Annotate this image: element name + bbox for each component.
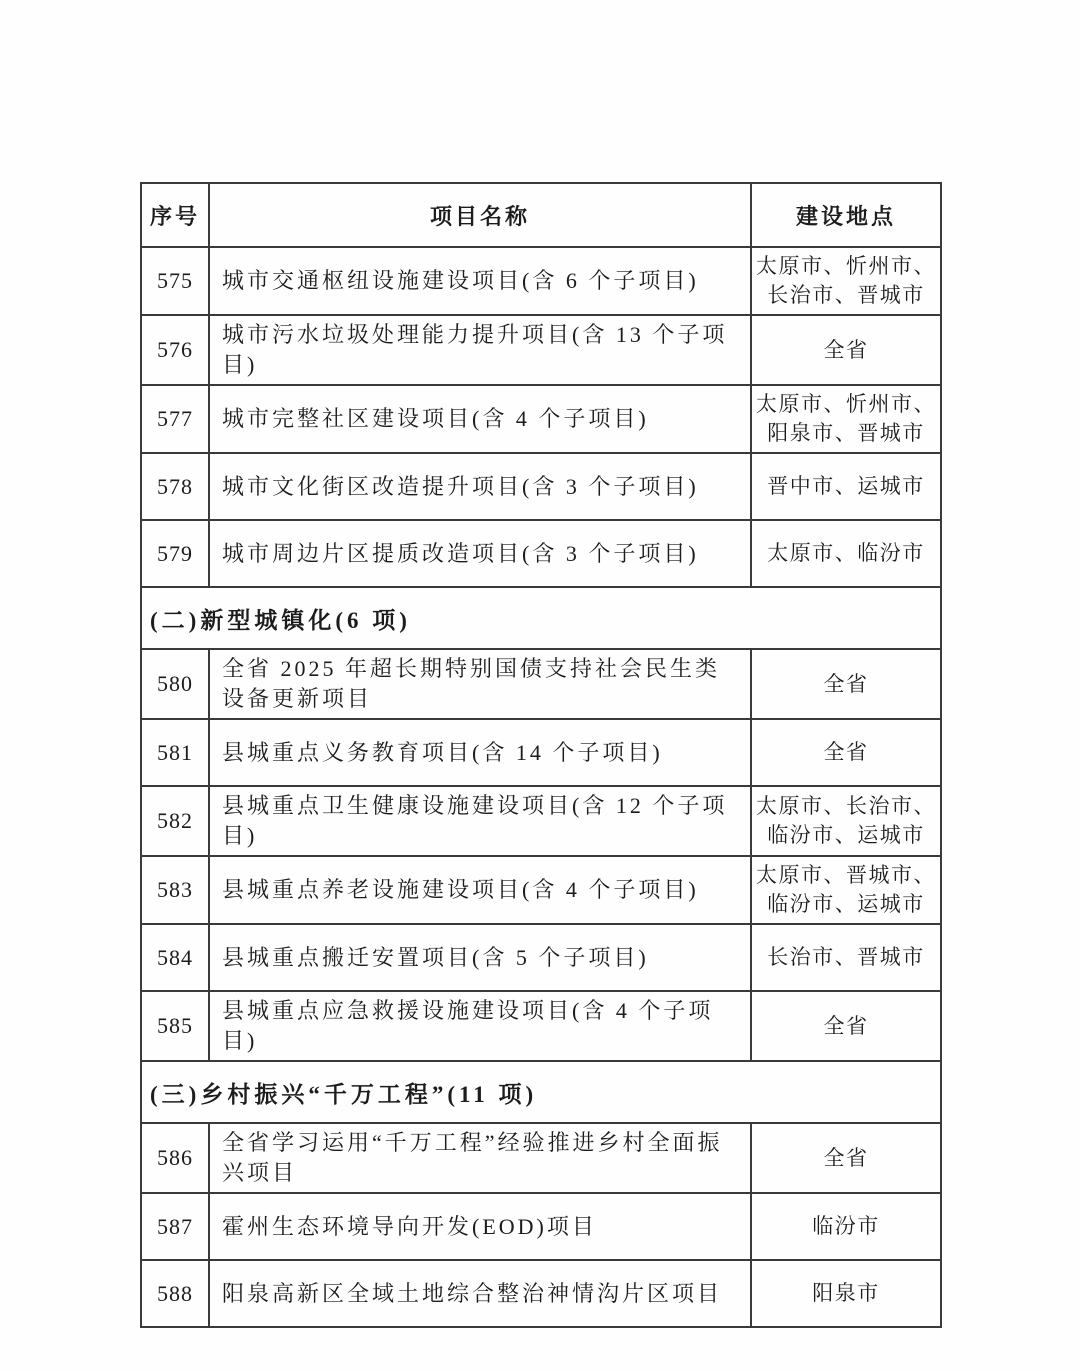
- column-header-project-name: 项目名称: [209, 183, 751, 247]
- table-row: [141, 453, 941, 520]
- row-project-name: 县城重点卫生健康设施建设项目(含 12 个子项目): [209, 786, 751, 856]
- table-row: [141, 719, 941, 786]
- row-seq: 577: [141, 385, 209, 453]
- row-seq: 576: [141, 315, 209, 385]
- row-location: 全省: [751, 719, 941, 786]
- row-location: 全省: [751, 991, 941, 1061]
- row-project-name: 县城重点搬迁安置项目(含 5 个子项目): [209, 924, 751, 991]
- row-seq: 584: [141, 924, 209, 991]
- row-location: 全省: [751, 649, 941, 719]
- project-table-container: [140, 182, 940, 1328]
- table-row: [141, 991, 941, 1061]
- table-row: [141, 385, 941, 453]
- table-row: [141, 786, 941, 856]
- row-project-name: 阳泉高新区全域土地综合整治神情沟片区项目: [209, 1260, 751, 1327]
- table-row: [141, 649, 941, 719]
- row-location: 全省: [751, 315, 941, 385]
- table-row: [141, 856, 941, 924]
- section-label: (二)新型城镇化(6 项): [141, 587, 941, 649]
- row-location: 全省: [751, 1123, 941, 1193]
- row-seq: 583: [141, 856, 209, 924]
- table-row: [141, 247, 941, 315]
- section-label: (三)乡村振兴“千万工程”(11 项): [141, 1061, 941, 1123]
- row-project-name: 县城重点应急救援设施建设项目(含 4 个子项目): [209, 991, 751, 1061]
- row-seq: 581: [141, 719, 209, 786]
- row-project-name: 城市污水垃圾处理能力提升项目(含 13 个子项目): [209, 315, 751, 385]
- row-seq: 580: [141, 649, 209, 719]
- row-location: 临汾市: [751, 1193, 941, 1260]
- table-row: [141, 1123, 941, 1193]
- table-row: [141, 1193, 941, 1260]
- column-header-location: 建设地点: [751, 183, 941, 247]
- section-row: [141, 587, 941, 649]
- row-project-name: 全省 2025 年超长期特别国债支持社会民生类设备更新项目: [209, 649, 751, 719]
- row-seq: 587: [141, 1193, 209, 1260]
- row-location: 太原市、晋城市、临汾市、运城市: [751, 856, 941, 924]
- row-location: 太原市、忻州市、长治市、晋城市: [751, 247, 941, 315]
- row-project-name: 城市完整社区建设项目(含 4 个子项目): [209, 385, 751, 453]
- table-row: [141, 520, 941, 587]
- table-body: [141, 247, 941, 1327]
- row-location: 太原市、忻州市、阳泉市、晋城市: [751, 385, 941, 453]
- row-project-name: 城市交通枢纽设施建设项目(含 6 个子项目): [209, 247, 751, 315]
- table-row: [141, 1260, 941, 1327]
- table-row: [141, 924, 941, 991]
- row-seq: 578: [141, 453, 209, 520]
- row-project-name: 县城重点义务教育项目(含 14 个子项目): [209, 719, 751, 786]
- row-project-name: 城市周边片区提质改造项目(含 3 个子项目): [209, 520, 751, 587]
- row-seq: 588: [141, 1260, 209, 1327]
- row-project-name: 城市文化街区改造提升项目(含 3 个子项目): [209, 453, 751, 520]
- row-project-name: 霍州生态环境导向开发(EOD)项目: [209, 1193, 751, 1260]
- row-location: 太原市、长治市、临汾市、运城市: [751, 786, 941, 856]
- row-seq: 582: [141, 786, 209, 856]
- table-header-row: [141, 183, 941, 247]
- row-seq: 575: [141, 247, 209, 315]
- row-project-name: 全省学习运用“千万工程”经验推进乡村全面振兴项目: [209, 1123, 751, 1193]
- column-header-seq: 序号: [141, 183, 209, 247]
- row-location: 晋中市、运城市: [751, 453, 941, 520]
- section-row: [141, 1061, 941, 1123]
- row-seq: 586: [141, 1123, 209, 1193]
- row-location: 长治市、晋城市: [751, 924, 941, 991]
- row-location: 阳泉市: [751, 1260, 941, 1327]
- row-seq: 585: [141, 991, 209, 1061]
- row-seq: 579: [141, 520, 209, 587]
- row-project-name: 县城重点养老设施建设项目(含 4 个子项目): [209, 856, 751, 924]
- table-row: [141, 315, 941, 385]
- row-location: 太原市、临汾市: [751, 520, 941, 587]
- project-table: [140, 182, 942, 1328]
